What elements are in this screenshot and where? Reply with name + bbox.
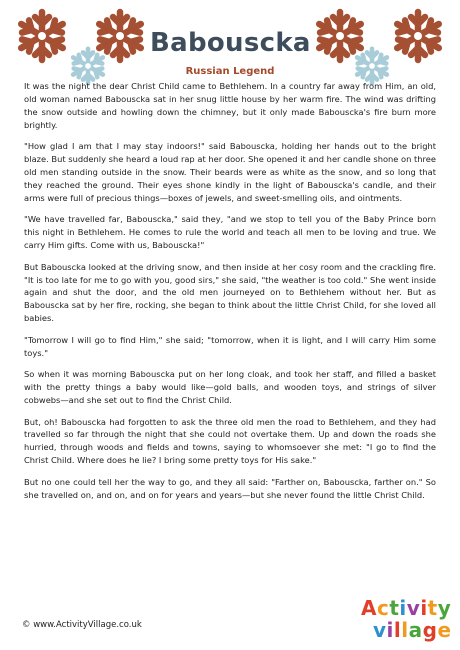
story-paragraph: "How glad I am that I may stay indoors!" said Babouscka, holding her hands out to the bright blaze. But suddenly she heard a loud rap at her door. She opened it and her candle shone on three old men standing outside in the snow. Their beards were as white as the snow, and so long that they reached the ground. Their eyes shone kindly in the light of Babouscka's candle, and their arms were full of precious things—boxes of jewels, and sweet-smelling oils, and ointments. — [24, 141, 436, 203]
page-subtitle: Russian Legend — [185, 66, 275, 77]
copyright-text: © www.ActivityVillage.co.uk — [22, 620, 142, 630]
story-paragraph: So when it was morning Babouscka put on her long cloak, and took her staff, and filled a basket with the pretty things a baby would like—gold balls, and wooden toys, and strings of silver cobwebs—and she set out to find the Christ Child. — [24, 369, 436, 405]
story-paragraph: "Tomorrow I will go to find Him," she said; "tomorrow, when it is light, and I will carry Him some toys." — [24, 334, 436, 358]
story-paragraph: But Babouscka looked at the driving snow, and then inside at her cosy room and the crackling fire. "It is too late for me to go with you, good sirs," she said, "the weather is too cold." She went inside again and shut the door, and the old men journeyed on to Bethlehem without her. But as Babouscka sat by her fire, rocking, she began to think about the little Christ Child, for she loved all babies. — [24, 261, 436, 324]
logo-word-activity: Activity — [361, 596, 452, 620]
story-paragraph: It was the night the dear Christ Child came to Bethlehem. In a country far away from Him, an old, old woman named Babouscka sat in her snug little house by her warm fire. The wind was drifting the snow outside and howling down the chimney, but it only made Babouscka's fire burn more brightly. — [24, 81, 436, 130]
logo-word-village: village — [373, 618, 452, 642]
story-paragraph: But, oh! Babouscka had forgotten to ask the three old men the road to Bethlehem, and they had travelled so far through the night that she could not overtake them. Up and down the roads she hurried, through woods and fields and towns, saying to whomsoever she met: "I go to find the Christ Child. Where does he lie? I bring some pretty toys for His sake." — [24, 416, 436, 466]
page-title: Babouscka — [150, 28, 311, 58]
activity-village-logo — [361, 596, 452, 644]
snowflake-icon — [390, 8, 446, 64]
snowflake-icon — [14, 8, 70, 64]
story-paragraph: "We have travelled far, Babouscka," said they, "and we stop to tell you of the Baby Prince born this night in Bethlehem. He comes to rule the world and teach all men to be loving and true. We carry Him gifts. Come with us, Babouscka!" — [24, 214, 436, 251]
story-paragraph: But no one could tell her the way to go, and they all said: "Farther on, Babouscka, farther on." So she travelled on, and on, and on for years and years—but she never found the little Christ Child. — [24, 476, 436, 500]
story-text — [24, 80, 436, 510]
